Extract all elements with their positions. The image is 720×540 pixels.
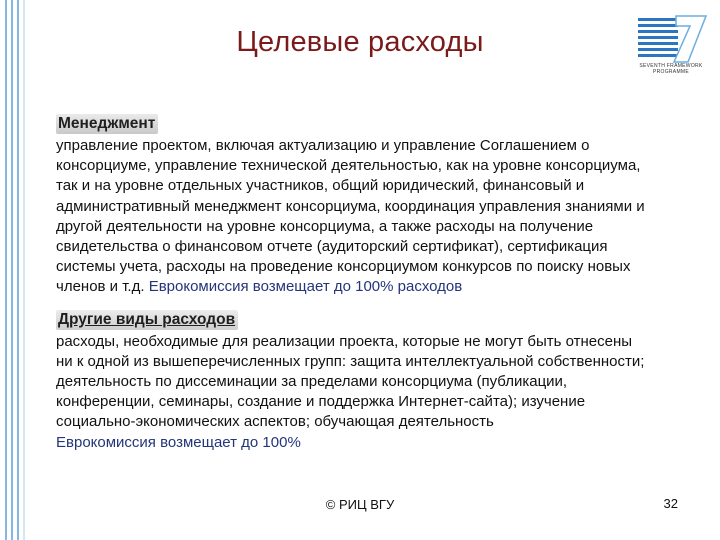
section-body: расходы, необходимые для реализации проекта, которые не могут быть отнесены ни к одной из вышеперечисленных групп: защита интеллектуальной собственности; деятельность по диссеминации за пределами консорциума (публикации, конференции, семинары, создание и поддержка Интернет-сайта); изучение социально-экономических аспектов; обучающая деятельность: [56, 332, 645, 431]
section-text: [56, 136, 646, 298]
slide-content: [56, 114, 646, 453]
section-other-costs: [56, 310, 646, 453]
decorative-vertical-lines: [0, 0, 40, 540]
slide-footer: © РИЦ ВГУ: [325, 497, 395, 512]
slide-title: Целевые расходы: [236, 26, 484, 58]
section-heading: Другие виды расходов: [56, 310, 238, 330]
page-number: 32: [663, 496, 678, 511]
section-text: [56, 332, 646, 453]
section-management: [56, 114, 646, 298]
logo-caption: SEVENTH FRAMEWORK PROGRAMME: [639, 63, 703, 75]
reimbursement-note: Еврокомиссия возмещает до 100% расходов: [148, 278, 463, 296]
section-body: управление проектом, включая актуализацию и управление Соглашением о консорциуме, управление технической деятельностью, как на уровне консорциума, так и на уровне отдельных участников, общий юридический, финансовый и административный менеджмент консорциума, координация управления знаниями и другой деятельности на уровне консорциума, а также расходы на получение свидетельства о финансовом отчете (аудиторский сертификат), сертификация системы учета, расходы на проведение консорциумом конкурсов по поиску новых членов и т.д.: [56, 137, 645, 296]
reimbursement-note: Еврокомиссия возмещает до 100%: [56, 433, 301, 451]
section-heading: Менеджмент: [56, 114, 158, 134]
